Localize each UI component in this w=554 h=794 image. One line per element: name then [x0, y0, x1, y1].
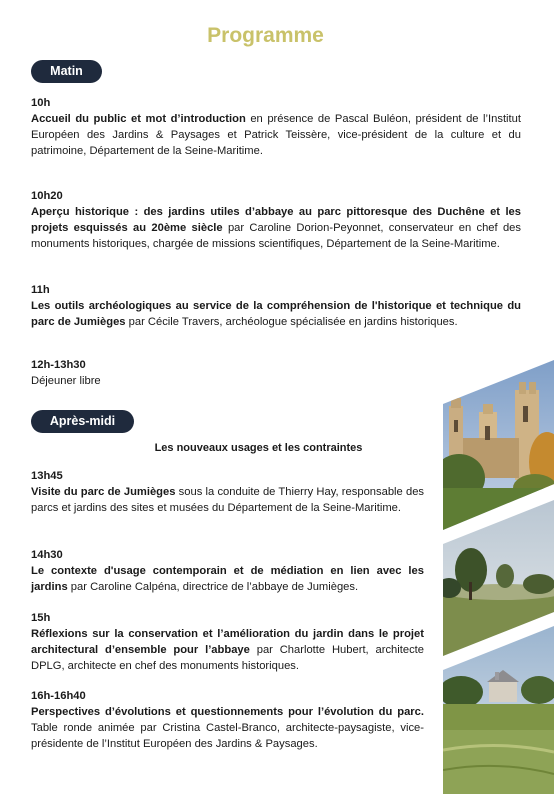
program-time: 16h-16h40 — [31, 690, 86, 702]
photo-strip — [443, 360, 554, 794]
program-item — [31, 188, 521, 252]
program-item — [31, 610, 424, 674]
park-landscape-photo — [443, 500, 554, 656]
program-time: 10h20 — [31, 190, 63, 202]
program-item — [31, 95, 521, 159]
program-item — [31, 688, 424, 752]
program-time: 10h — [31, 97, 51, 109]
program-description: en présence de Pascal Buléon, président de l’Institut Européen des Jardins & Paysages et Patrick Teissère, vice-président de la culture et du patrimoine, Département de la Seine-Maritime. — [31, 113, 521, 157]
meadow-chateau-photo — [443, 626, 554, 794]
program-title: Aperçu historique : des jardins utiles d’abbaye au parc pittoresque des Duchêne et les projets esquissés au 20ème siècle — [31, 206, 521, 234]
section-subtitle: Les nouveaux usages et les contraintes — [154, 442, 363, 454]
program-time: 12h-13h30 — [31, 359, 86, 371]
program-title: Visite du parc de Jumièges — [31, 486, 176, 498]
program-title: Accueil du public et mot d’introduction — [31, 113, 246, 125]
program-description: par Charlotte Hubert, architecte DPLG, architecte en chef des monuments historiques. — [31, 644, 424, 672]
program-item — [31, 468, 424, 516]
program-time: 13h45 — [31, 470, 63, 482]
program-description: par Caroline Calpéna, directrice de l’abbaye de Jumièges. — [67, 581, 359, 593]
section-badge-apres-midi: Après-midi — [31, 410, 134, 433]
program-description: par Caroline Dorion-Peyonnet, conservateur en chef des monuments historiques, chargée de missions scientifiques, Département de la Seine-Maritime. — [31, 222, 521, 250]
garden-photos — [443, 360, 554, 794]
program-title: Réflexions sur la conservation et l’amélioration du jardin dans le projet architectural d’ensemble pour l’abbaye — [31, 628, 424, 656]
program-time: 11h — [31, 284, 50, 296]
abbey-ruins-photo — [443, 360, 554, 530]
program-time: 14h30 — [31, 549, 63, 561]
program-time: 15h — [31, 612, 51, 624]
page-title: Programme — [207, 24, 324, 47]
program-title: Les outils archéologiques au service de la compréhension de l'historique et technique du parc de Jumièges — [31, 300, 521, 328]
program-description: Table ronde animée par Cristina Castel-Branco, architecte-paysagiste, vice-présidente de l’Institut Européen des Jardins & Paysages. — [31, 722, 424, 750]
program-title: Perspectives d’évolutions et questionnements pour l’évolution du parc. — [31, 706, 424, 718]
program-description: Déjeuner libre — [31, 375, 101, 387]
program-title: Le contexte d'usage contemporain et de médiation en lien avec les jardins — [31, 565, 424, 593]
program-item — [31, 547, 424, 595]
section-badge-matin: Matin — [31, 60, 102, 83]
program-description: par Cécile Travers, archéologue spécialisée en jardins historiques. — [125, 316, 458, 328]
program-item — [31, 282, 521, 330]
program-description: sous la conduite de Thierry Hay, responsable des parcs et jardins des sites et musées du Département de la Seine-Maritime. — [31, 486, 425, 514]
